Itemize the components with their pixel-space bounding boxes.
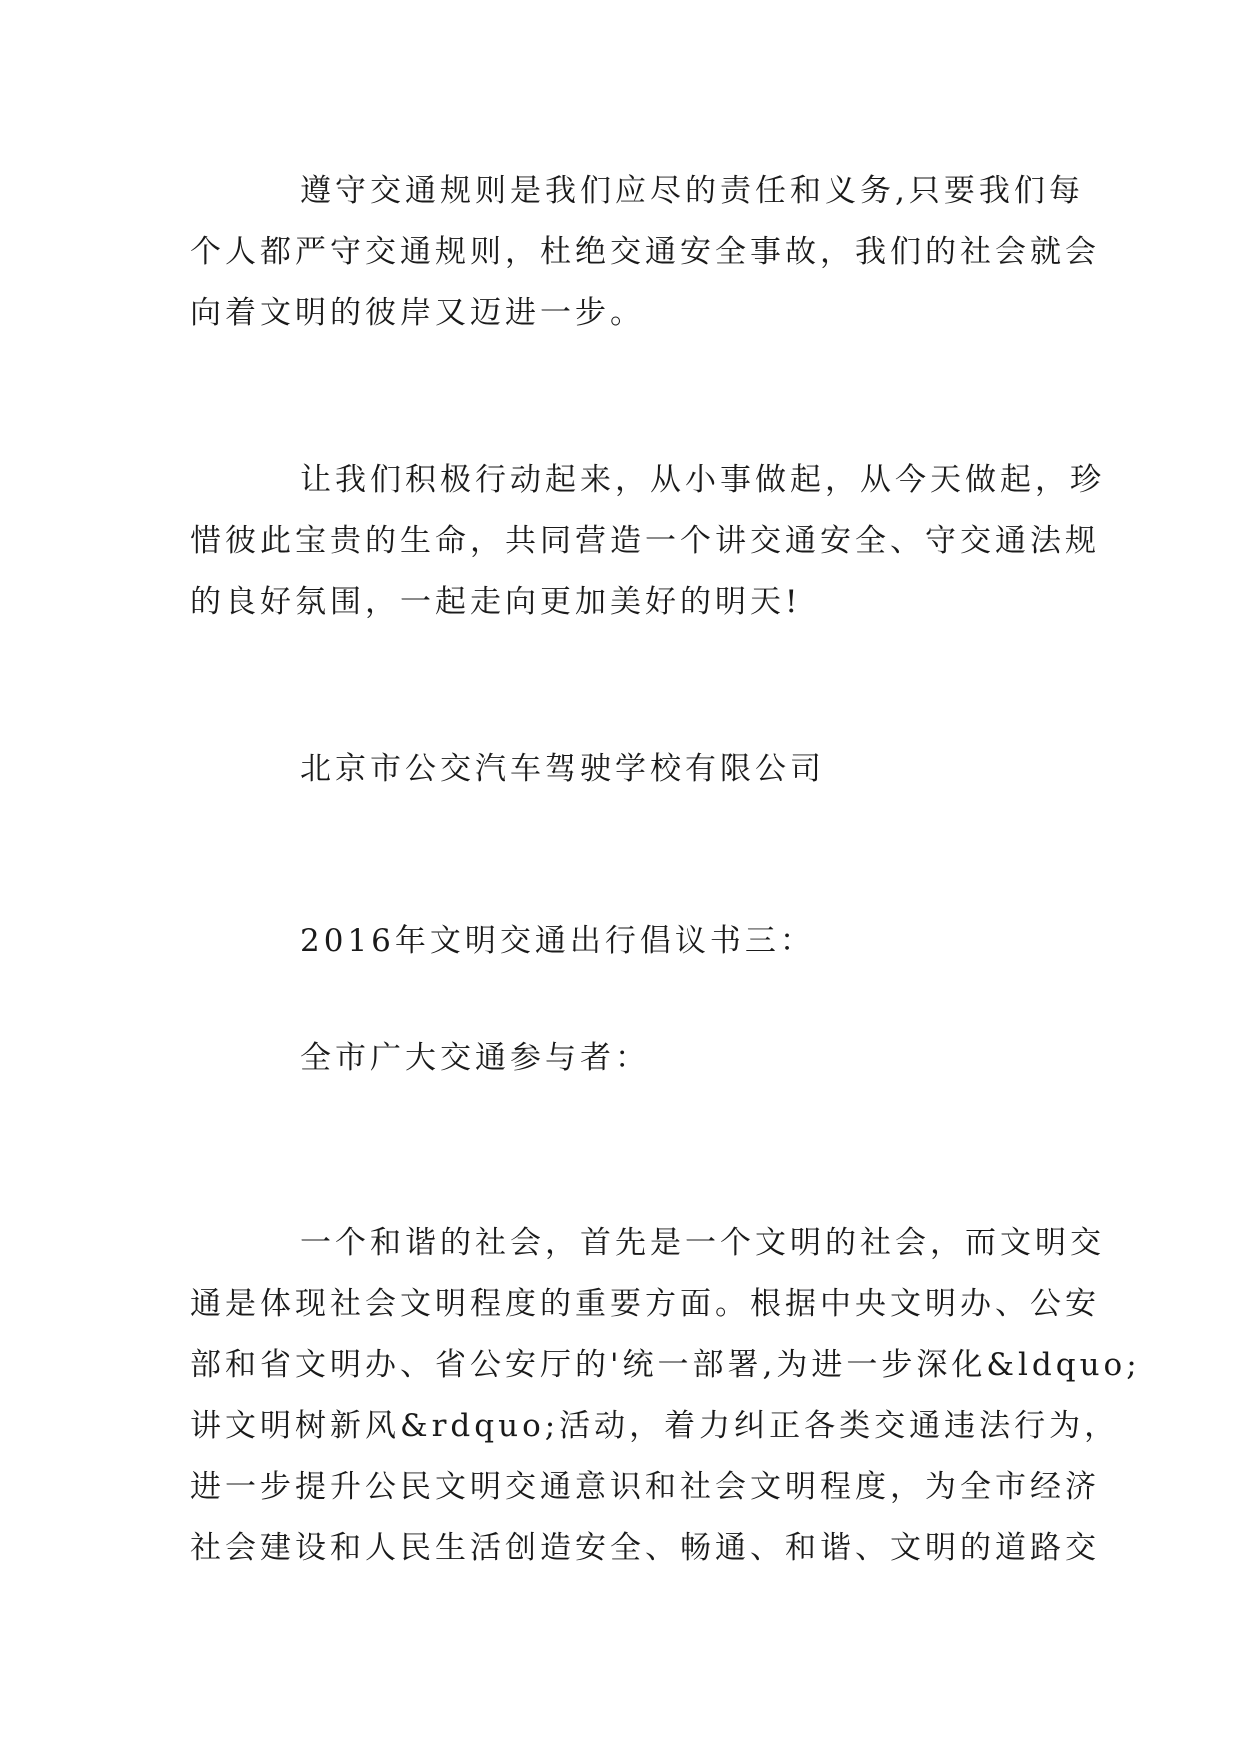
paragraph-line: 的良好氛围，一起走向更加美好的明天! (190, 584, 802, 620)
section-heading: 2016年文明交通出行倡议书三： (300, 923, 815, 959)
paragraph-line: 惜彼此宝贵的生命，共同营造一个讲交通安全、守交通法规 (190, 523, 1100, 559)
paragraph-line: 一个和谐的社会，首先是一个文明的社会，而文明交 (300, 1225, 1105, 1261)
paragraph-traffic-rules (190, 161, 1100, 344)
paragraph-line: 讲文明树新风&rdquo;活动，着力纠正各类交通违法行为， (190, 1408, 1120, 1444)
salutation: 全市广大交通参与者： (300, 1040, 650, 1076)
signature-organization: 北京市公交汽车驾驶学校有限公司 (300, 751, 825, 787)
paragraph-line: 社会建设和人民生活创造安全、畅通、和谐、文明的道路交 (190, 1530, 1100, 1566)
paragraph-line: 进一步提升公民文明交通意识和社会文明程度，为全市经济 (190, 1469, 1100, 1505)
paragraph-line: 遵守交通规则是我们应尽的责任和义务,只要我们每 (300, 173, 1084, 209)
paragraph-line: 通是体现社会文明程度的重要方面。根据中央文明办、公安 (190, 1286, 1100, 1322)
paragraph-line: 向着文明的彼岸又迈进一步。 (190, 295, 645, 331)
paragraph-call-to-action (190, 450, 1105, 633)
paragraph-line: 部和省文明办、省公安厅的'统一部署,为进一步深化&ldquo; (190, 1347, 1141, 1383)
paragraph-line: 个人都严守交通规则，杜绝交通安全事故，我们的社会就会 (190, 234, 1100, 270)
paragraph-proposal-intro (190, 1213, 1141, 1579)
paragraph-line: 让我们积极行动起来，从小事做起，从今天做起，珍 (300, 462, 1105, 498)
